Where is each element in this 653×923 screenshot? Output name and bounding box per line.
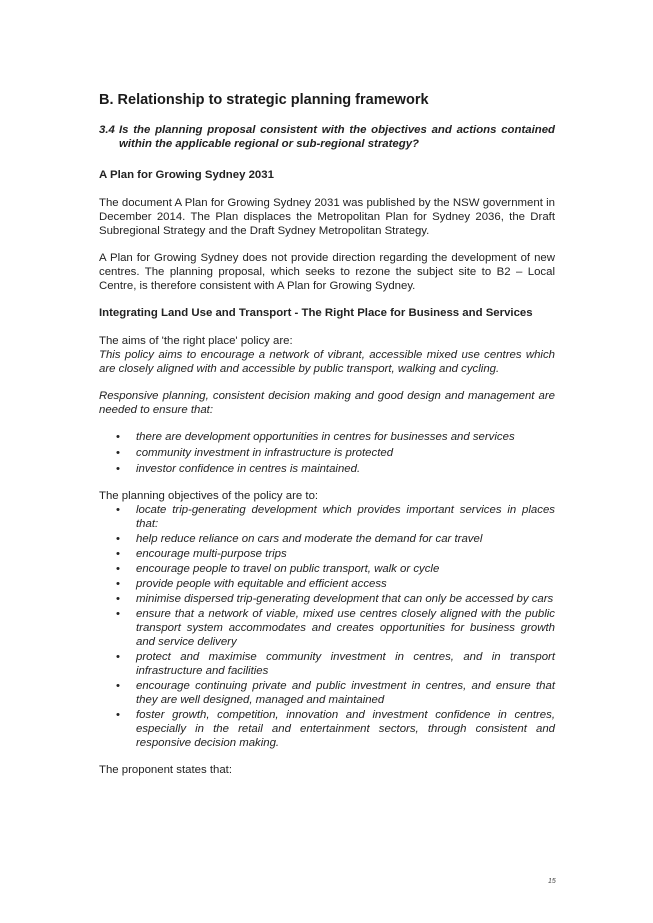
question-number: 3.4 — [99, 124, 115, 136]
bullet-icon: • — [116, 533, 120, 545]
list-item: • there are development opportunities in centres for businesses and services — [116, 431, 515, 443]
question-text: Is the planning proposal consistent with the objectives and actions contained within the applicable regional or sub-regional strategy? — [119, 124, 555, 150]
list-item: • ensure that a network of viable, mixed use centres closely aligned with the public transport system accommodates and creates opportunities for business growth and service delivery — [116, 608, 555, 648]
list-item: • encourage people to travel on public transport, walk or cycle — [116, 563, 440, 575]
list-item: • encourage multi-purpose trips — [116, 548, 287, 560]
bullet-icon: • — [116, 447, 120, 459]
bullet-icon: • — [116, 563, 120, 575]
list-item: • encourage continuing private and public investment in centres, and ensure that they are well designed, managed and maintained — [116, 680, 555, 706]
list-item: • minimise dispersed trip-generating development that can only be accessed by cars — [116, 593, 554, 605]
paragraph-plan-consistency: A Plan for Growing Sydney does not provide direction regarding the development of new centres. The planning proposal, which seeks to rezone the subject site to B2 – Local Centre, is therefore consistent with A Plan for Growing Sydney. — [99, 252, 555, 292]
objectives-list — [99, 503, 555, 750]
heading-plan: A Plan for Growing Sydney 2031 — [99, 169, 274, 181]
document-page — [99, 92, 555, 790]
list-item: • locate trip-generating development which provides important services in places that: — [116, 504, 555, 530]
bullet-icon: • — [116, 680, 120, 692]
aims-intro: The aims of 'the right place' policy are: — [99, 335, 293, 347]
bullet-icon: • — [116, 504, 120, 516]
list-item: • investor confidence in centres is maintained. — [116, 463, 361, 475]
bullet-icon: • — [116, 651, 120, 663]
bullet-icon: • — [116, 463, 120, 475]
list-item: • community investment in infrastructure is protected — [116, 447, 394, 459]
list-item: • protect and maximise community investment in centres, and in transport infrastructure and facilities — [116, 651, 555, 677]
question-block — [99, 123, 555, 151]
aims-text: This policy aims to encourage a network of vibrant, accessible mixed use centres which are closely aligned with and accessible by public transport, walking and cycling. — [99, 349, 555, 375]
bullet-icon: • — [116, 431, 120, 443]
bullet-icon: • — [116, 578, 120, 590]
list-item: • help reduce reliance on cars and moderate the demand for car travel — [116, 533, 483, 545]
bullet-icon: • — [116, 608, 120, 620]
ensure-list — [99, 430, 555, 476]
list-item: • provide people with equitable and efficient access — [116, 578, 387, 590]
responsive-text: Responsive planning, consistent decision making and good design and management are needed to ensure that: — [99, 390, 555, 416]
proponent-text: The proponent states that: — [99, 764, 232, 776]
objectives-intro: The planning objectives of the policy are to: — [99, 490, 319, 502]
list-item: • foster growth, competition, innovation and investment confidence in centres, especially in the retail and entertainment sectors, through consistent and responsive decision making. — [116, 709, 555, 749]
bullet-icon: • — [116, 593, 120, 605]
bullet-icon: • — [116, 548, 120, 560]
page-number: 15 — [548, 878, 556, 885]
heading-integrating: Integrating Land Use and Transport - The Right Place for Business and Services — [99, 307, 533, 319]
bullet-icon: • — [116, 709, 120, 721]
paragraph-plan-published: The document A Plan for Growing Sydney 2031 was published by the NSW government in December 2014. The Plan displaces the Metropolitan Plan for Sydney 2036, the Draft Subregional Strategy and the Draft Sydney Metropolitan Strategy. — [99, 197, 555, 237]
section-title: B. Relationship to strategic planning framework — [99, 92, 429, 108]
